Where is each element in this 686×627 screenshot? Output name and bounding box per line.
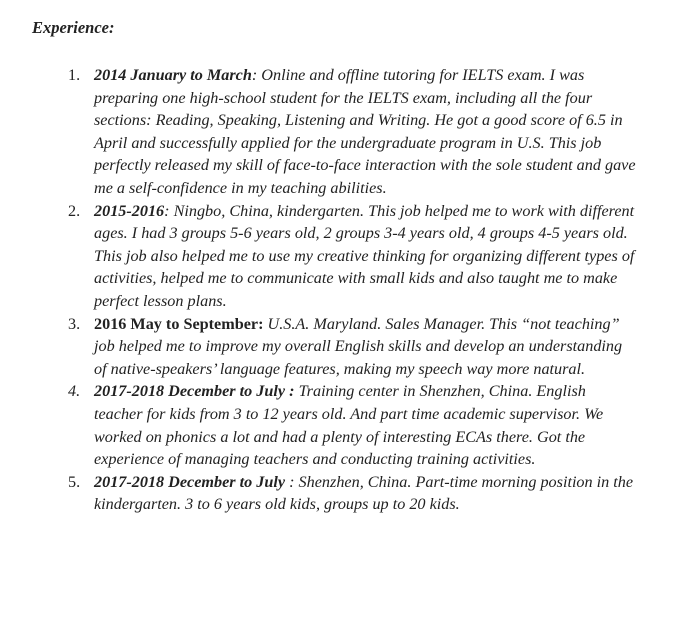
item-lead: 2014 January to March	[94, 66, 252, 84]
item-text: : Shenzhen, China. Part-time morning position in the kindergarten. 3 to 6 years old kids, groups up to 20 kids.	[94, 472, 634, 514]
item-number: 5.	[68, 472, 81, 491]
item-number: 2.	[68, 201, 81, 220]
list-item	[68, 200, 638, 313]
list-item	[68, 64, 638, 200]
item-lead: 2017-2018 December to July	[94, 472, 286, 491]
item-lead: 2017-2018 December to July :	[94, 382, 295, 401]
item-text: : Online and offline tutoring for IELTS exam. I was preparing one high-school student for the IELTS exam, including all the four sections: Reading, Speaking, Listening and Writing. He got a good score of 6.5 in April and successfully applied for the undergraduate program in U.S. This job perfectly released my skill of face-to-face interaction with the sole student and gave me a self-confidence in my teaching abilities.	[94, 66, 636, 197]
item-text: : Ningbo, China, kindergarten. This job helped me to work with different ages. I had 3 groups 5-6 years old, 2 groups 3-4 years old, 4 groups 4-5 years old. This job also helped me to use my creative thinking for organizing different types of activities, helped me to communicate with small kids and also taught me to make perfect lesson plans.	[94, 201, 635, 310]
list-item	[68, 313, 638, 381]
item-number: 3.	[68, 314, 81, 333]
item-text: U.S.A. Maryland. Sales Manager. This “not teaching” job helped me to improve my overall English skills and develop an understanding of native-speakers’ language features, making my speech way more natural.	[94, 314, 623, 378]
item-number: 4.	[68, 382, 81, 401]
item-number: 1.	[68, 66, 81, 84]
list-item	[68, 471, 638, 516]
item-lead: 2016 May to September:	[94, 314, 264, 333]
item-lead: 2015-2016	[94, 201, 165, 220]
item-text: Training center in Shenzhen, China. English teacher for kids from 3 to 12 years old. And part time academic supervisor. We worked on phonics a lot and had a plenty of interesting ECAs there. Got the experience of managing teachers and conducting training activities.	[94, 382, 604, 469]
list-item	[68, 380, 638, 470]
section-heading: Experience:	[32, 18, 115, 37]
experience-list	[68, 64, 638, 516]
